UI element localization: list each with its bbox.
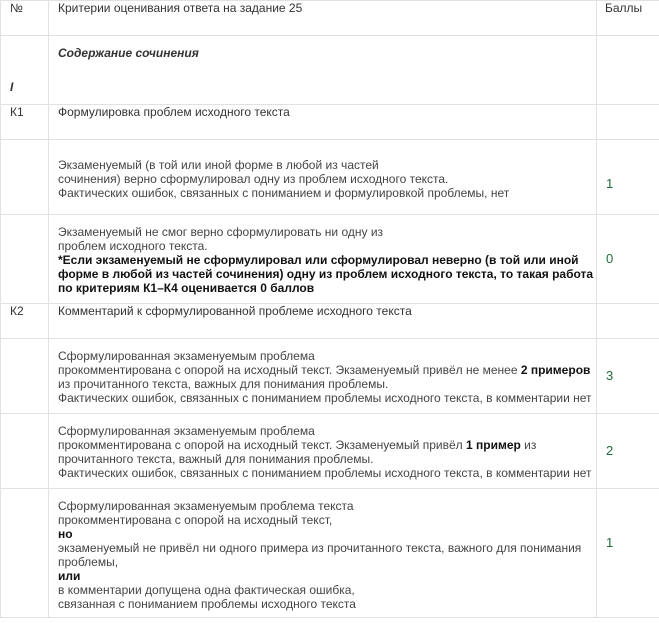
k2-level-1-row	[1, 489, 659, 618]
k2-level-1-text	[49, 489, 597, 618]
section-title: Содержание сочинения	[49, 36, 597, 105]
k1-level-0-row	[1, 215, 659, 304]
empty-cell	[597, 105, 659, 140]
text-line: проблем исходного текста.	[58, 239, 208, 253]
text-line: в комментарии допущена одна фактическая ошибка,	[58, 583, 355, 597]
text-line	[58, 438, 596, 466]
header-criteria: Критерии оценивания ответа на задание 25	[49, 1, 597, 36]
k2-level-3-row	[1, 339, 659, 414]
text-line: сочинения) верно сформулировал одну из проблем исходного текста.	[58, 172, 449, 186]
empty-cell	[1, 489, 49, 618]
criterion-k2-code: К2	[1, 304, 49, 339]
criterion-k1-row	[1, 105, 659, 140]
text-line: прокомментирована с опорой на исходный текст,	[58, 513, 333, 527]
criterion-k2-title: Комментарий к сформулированной проблеме исходного текста	[49, 304, 597, 339]
k2-level-2-points: 2	[597, 414, 659, 489]
header-score: Баллы	[597, 1, 659, 36]
k2-level-3-text	[49, 339, 597, 414]
emphasis: 2 примеров	[520, 363, 591, 377]
text-line: Сформулированная экзаменуемым проблема	[58, 424, 315, 438]
k1-level-1-row	[1, 140, 659, 215]
k1-level-0-points: 0	[597, 215, 659, 304]
text-line: Сформулированная экзаменуемым проблема	[58, 349, 315, 363]
header-number: №	[1, 1, 49, 36]
text-line: Фактических ошибок, связанных с пониманием проблемы исходного текста, в комментарии нет	[58, 466, 592, 480]
conjunction-or: или	[58, 569, 81, 583]
text-line: Экзаменуемый не смог верно сформулировать ни одну из	[58, 225, 384, 239]
text-line: связанная с пониманием проблемы исходного текста	[58, 597, 356, 611]
text-line: Фактических ошибок, связанных с пониманием проблемы исходного текста, в комментарии нет	[58, 391, 592, 405]
k1-level-1-points: 1	[597, 140, 659, 215]
empty-cell	[1, 215, 49, 304]
empty-cell	[1, 339, 49, 414]
text-fragment: из прочитанного текста, важных для понимания проблемы.	[58, 377, 389, 391]
note-asterisk: *	[58, 253, 63, 267]
table-header-row	[1, 1, 659, 36]
empty-cell	[1, 140, 49, 215]
criterion-k1-code: К1	[1, 105, 49, 140]
k2-level-3-points: 3	[597, 339, 659, 414]
empty-cell	[597, 36, 659, 105]
note-text: Если экзаменуемый не сформулировал или сформулировал неверно (в той или иной форме в любой из частей сочинения) одну из проблем исходного текста, то такая работа по критериям К1–К4 оценивается 0 баллов	[58, 253, 594, 295]
section-number: I	[1, 36, 49, 105]
zero-score-note	[58, 253, 596, 295]
k1-level-1-text	[49, 140, 597, 215]
k2-level-1-points: 1	[597, 489, 659, 618]
text-fragment: прокомментирована с опорой на исходный текст. Экзаменуемый привёл не менее	[58, 363, 521, 377]
empty-cell	[597, 304, 659, 339]
text-fragment: из прочитанного текста, важный для понимания проблемы.	[58, 438, 537, 466]
k2-level-2-text	[49, 414, 597, 489]
section-row	[1, 36, 659, 105]
criterion-k1-title: Формулировка проблем исходного текста	[49, 105, 597, 140]
text-fragment: прокомментирована с опорой на исходный текст. Экзаменуемый привёл	[58, 438, 466, 452]
emphasis: 1 пример	[465, 438, 521, 452]
empty-cell	[1, 414, 49, 489]
conjunction-but: но	[58, 527, 73, 541]
text-line: Сформулированная экзаменуемым проблема текста	[58, 499, 354, 513]
text-line: экзаменуемый не привёл ни одного примера из прочитанного текста, важного для понимания проблемы,	[58, 541, 582, 569]
text-line: Фактических ошибок, связанных с пониманием и формулировкой проблемы, нет	[58, 186, 510, 200]
criterion-k2-row	[1, 304, 659, 339]
text-line	[58, 363, 596, 391]
text-line: Экзаменуемый (в той или иной форме в любой из частей	[58, 158, 379, 172]
k2-level-2-row	[1, 414, 659, 489]
k1-level-0-text	[49, 215, 597, 304]
